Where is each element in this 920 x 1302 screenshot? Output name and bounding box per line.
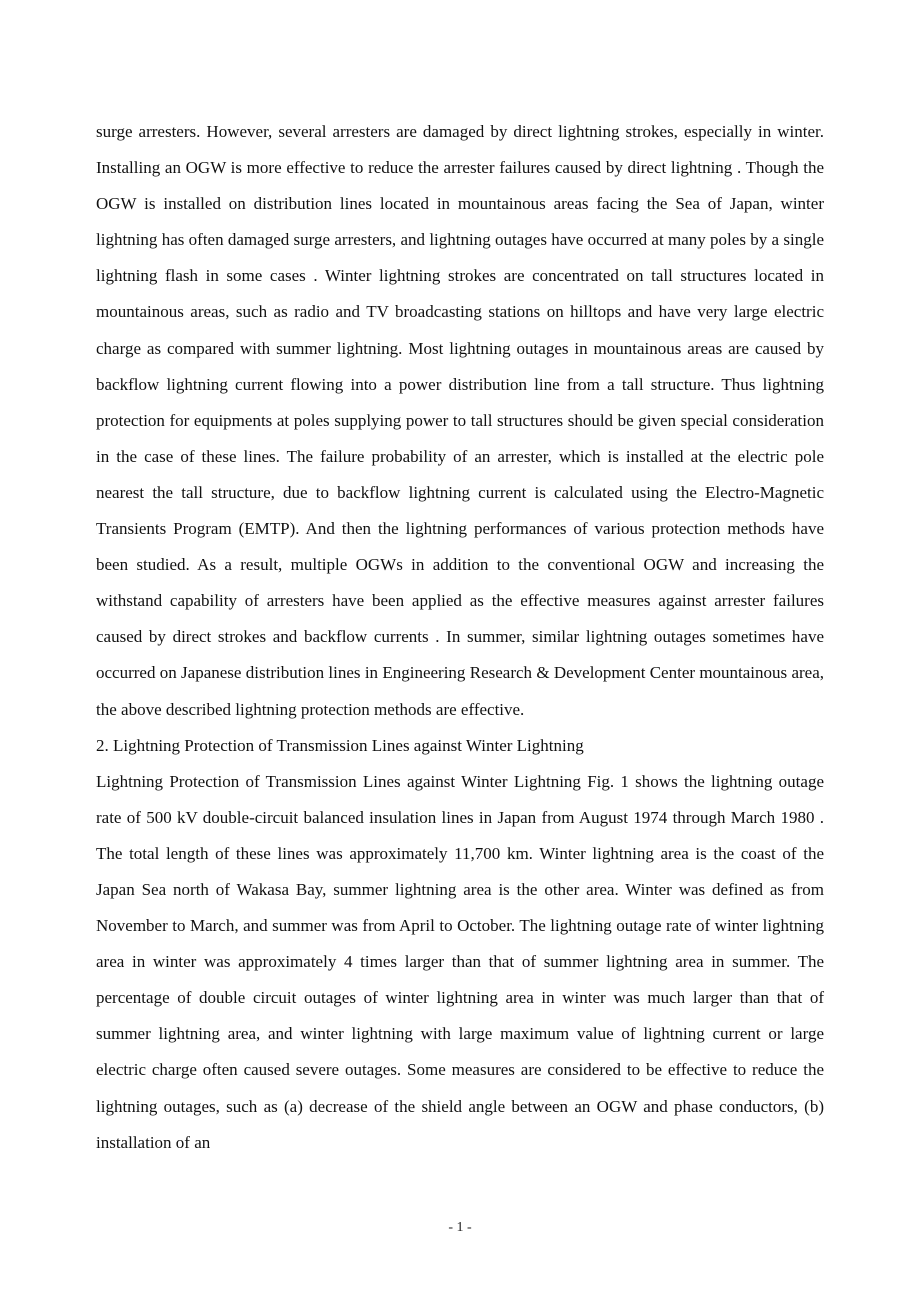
page-number: - 1 - [448,1220,472,1235]
body-paragraph: surge arresters. However, several arresters are damaged by direct lightning strokes, especially in winter. Installing an OGW is more effective to reduce the arrester failures caused by direct lightning . Though the OGW is installed on distribution lines located in mountainous areas facing the Sea of Japan, winter lightning has often damaged surge arresters, and lightning outages have occurred at many poles by a single lightning flash in some cases . Winter lightning strokes are concentrated on tall structures located in mountainous areas, such as radio and TV broadcasting stations on hilltops and have very large electric charge as compared with summer lightning. Most lightning outages in mountainous areas are caused by backflow lightning current flowing into a power distribution line from a tall structure. Thus lightning protection for equipments at poles supplying power to tall structures should be given special consideration in the case of these lines. The failure probability of an arrester, which is installed at the electric pole nearest the tall structure, due to backflow lightning current is calculated using the Electro-Magnetic Transients Program (EMTP). And then the lightning performances of various protection methods have been studied. As a result, multiple OGWs in addition to the conventional OGW and increasing the withstand capability of arresters have been applied as the effective measures against arrester failures caused by direct strokes and backflow currents . In summer, similar lightning outages sometimes have occurred on Japanese distribution lines in Engineering Research & Development Center mountainous area, the above described lightning protection methods are effective. [96,122,824,719]
section-heading: 2. Lightning Protection of Transmission Lines against Winter Lightning [96,735,584,755]
page-body [96,114,824,1161]
body-paragraph: Lightning Protection of Transmission Lines against Winter Lightning Fig. 1 shows the lightning outage rate of 500 kV double-circuit balanced insulation lines in Japan from August 1974 through March 1980 . The total length of these lines was approximately 11,700 km. Winter lightning area is the coast of the Japan Sea north of Wakasa Bay, summer lightning area is the other area. Winter was defined as from November to March, and summer was from April to October. The lightning outage rate of winter lightning area in winter was approximately 4 times larger than that of summer lightning area in summer. The percentage of double circuit outages of winter lightning area in winter was much larger than that of summer lightning area, and winter lightning with large maximum value of lightning current or large electric charge often caused severe outages. Some measures are considered to be effective to reduce the lightning outages, such as (a) decrease of the shield angle between an OGW and phase conductors, (b) installation of an [96,771,824,1152]
